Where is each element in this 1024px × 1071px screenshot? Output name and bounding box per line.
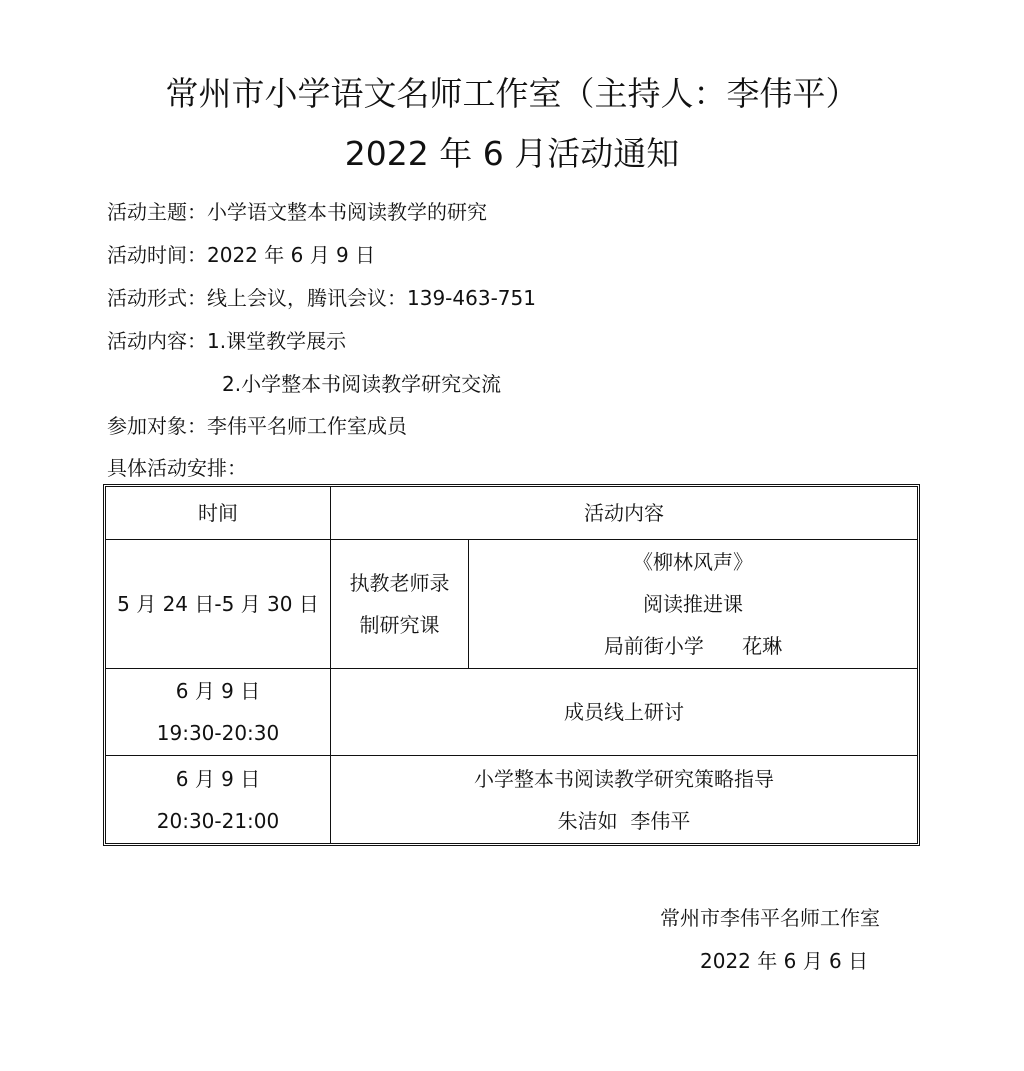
theme-label: 活动主题：: [107, 200, 207, 224]
footer-org: 常州市李伟平名师工作室: [660, 906, 880, 930]
table-row-1-time: [106, 540, 330, 668]
row3-time-text: 20:30-21:00: [156, 808, 280, 833]
participants-label: 参加对象：: [107, 414, 207, 438]
schedule-label: 具体活动安排：: [107, 456, 247, 480]
content-item-1: 1.课堂教学展示: [207, 329, 347, 353]
row2-time-text: 19:30-20:30: [156, 721, 280, 745]
header-time: [106, 487, 330, 539]
content-label: 活动内容：: [107, 329, 207, 353]
info-time: [107, 242, 375, 268]
row1-category-line: 制研究课: [359, 613, 440, 637]
row1-detail-line: 阅读推进课: [643, 592, 743, 616]
row1-category-line: 执教老师录: [349, 571, 450, 595]
header-time-text: 时间: [198, 501, 238, 525]
time-value: 2022 年 6 月 9 日: [207, 243, 376, 267]
theme-value: 小学语文整本书阅读教学的研究: [207, 200, 487, 224]
format-label: 活动形式：: [107, 286, 207, 310]
info-format: [107, 285, 536, 311]
row3-date-text: 6 月 9 日: [175, 766, 261, 791]
table-row-3-content: [331, 756, 917, 843]
row1-detail-line: 局前街小学 花琳: [603, 634, 783, 658]
notice-subtitle: 2022 年 6 月活动通知: [344, 134, 680, 173]
info-participants: [107, 413, 407, 439]
info-content: [107, 328, 346, 354]
schedule-table: [103, 484, 920, 846]
header-content: [331, 487, 917, 539]
row2-content-text: 成员线上研讨: [564, 700, 684, 724]
row1-time-text: 5 月 24 日-5 月 30 日: [117, 592, 319, 616]
footer-date: 2022 年 6 月 6 日: [700, 949, 869, 973]
table-row-1-category: [331, 540, 468, 668]
notice-title: 常州市小学语文名师工作室（主持人：李伟平）: [165, 74, 859, 113]
header-content-text: 活动内容: [584, 501, 664, 525]
table-row-3-time: [106, 756, 330, 843]
row1-detail-line: 《柳林风声》: [633, 550, 753, 574]
table-row-1-detail: [469, 540, 917, 668]
row2-date-text: 6 月 9 日: [175, 679, 261, 703]
table-row-2-content: [331, 669, 917, 755]
time-label: 活动时间：: [107, 243, 207, 267]
content-item-2: 2.小学整本书阅读教学研究交流: [222, 372, 502, 396]
row3-content-line: 小学整本书阅读教学研究策略指导: [474, 766, 774, 791]
info-theme: [107, 199, 487, 225]
table-row-2-time: [106, 669, 330, 755]
participants-value: 李伟平名师工作室成员: [207, 414, 407, 438]
row3-content-line: 朱洁如 李伟平: [557, 808, 691, 833]
format-value: 线上会议，腾讯会议：139-463-751: [207, 286, 536, 310]
